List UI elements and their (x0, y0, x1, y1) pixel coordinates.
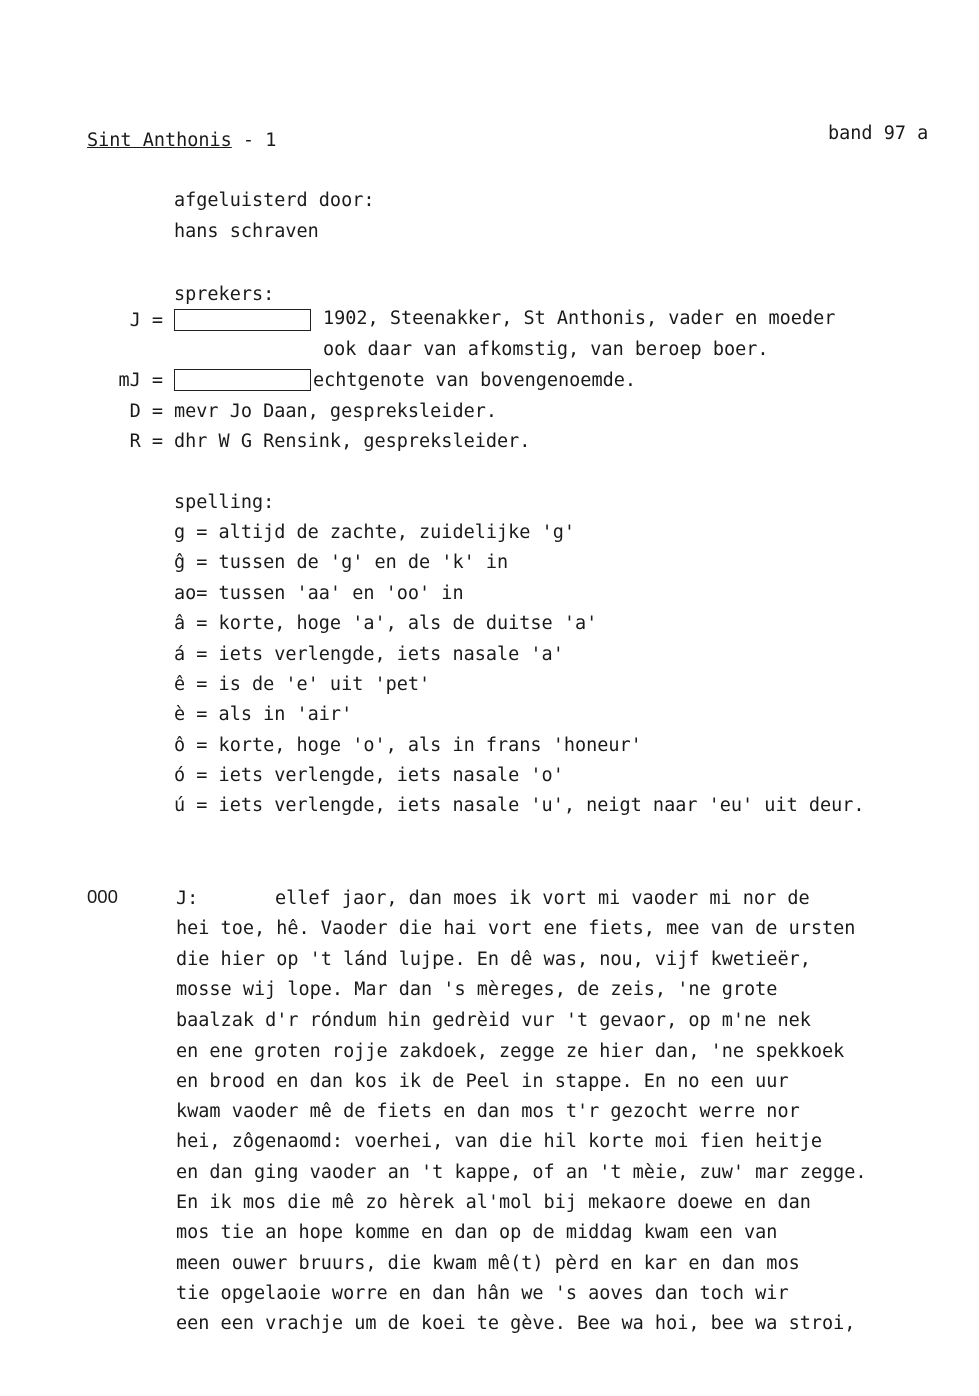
speaker-description: mevr Jo Daan, gespreksleider. (174, 401, 498, 422)
spelling-rule: ao= tussen 'aa' en 'oo' in (174, 583, 464, 604)
transcript-line: een een vrachje um de koei te gève. Bee wa hoi, bee wa stroi, (176, 1313, 856, 1334)
spelling-rule: ĝ = tussen de 'g' en de 'k' in (174, 552, 509, 573)
spelling-rule: g = altijd de zachte, zuidelijke 'g' (174, 522, 575, 543)
spelling-rule: á = iets verlengde, iets nasale 'a' (174, 644, 564, 665)
listened-by-label: afgeluisterd door: (174, 190, 375, 211)
transcript-line: kwam vaoder mê de fiets en dan mos t'r gezocht werre nor (176, 1101, 800, 1122)
transcript-line: hei toe, hê. Vaoder die hai vort ene fiets, mee van de ursten (176, 918, 856, 939)
transcript-line: tie opgelaoie worre en dan hân we 's aoves dan toch wir (176, 1283, 789, 1304)
transcript-speaker: J: (176, 888, 199, 909)
spelling-rule: ó = iets verlengde, iets nasale 'o' (174, 765, 564, 786)
speaker-description: 1902, Steenakker, St Anthonis, vader en moeder (323, 308, 836, 329)
tape-counter: 000 (87, 886, 118, 907)
transcript-line: en ene groten rojje zakdoek, zegge ze hier dan, 'ne spekkoek (176, 1041, 845, 1062)
speaker-label: R = (129, 431, 163, 452)
transcript-line: en dan ging vaoder an 't kappe, of an 't mèie, zuw' mar zegge. (176, 1162, 867, 1183)
spelling-rule: â = korte, hoge 'a', als de duitse 'a' (174, 613, 598, 634)
transcript-line: hei, zôgenaomd: voerhei, van die hil korte moi fien heitje (176, 1131, 823, 1152)
page-number: - 1 (231, 130, 277, 151)
redacted-name-box (174, 309, 311, 331)
spelling-rule: è = als in 'air' (174, 704, 353, 725)
transcript-line: die hier op 't lánd lujpe. En dê was, nou, vijf kwetieër, (176, 949, 811, 970)
transcript-line: baalzak d'r róndum hin gedrèid vur 't gevaor, op m'ne nek (176, 1010, 811, 1031)
speaker-description: ook daar van afkomstig, van beroep boer. (323, 339, 769, 360)
spelling-heading: spelling: (174, 492, 275, 513)
transcript-line: en brood en dan kos ik de Peel in stappe. En no een uur (176, 1071, 789, 1092)
speaker-label: J = (129, 310, 163, 331)
transcript-line: ellef jaor, dan moes ik vort mi vaoder mi nor de (275, 888, 810, 909)
speaker-label: mJ = (118, 370, 163, 391)
page-header-title (87, 132, 276, 151)
listener-name: hans schraven (174, 221, 319, 242)
spelling-rule: ô = korte, hoge 'o', als in frans 'honeur' (174, 735, 642, 756)
transcript-line: En ik mos die mê zo hèrek al'mol bij mekaore doewe en dan (176, 1192, 811, 1213)
speaker-description: echtgenote van bovengenoemde. (313, 370, 637, 391)
transcript-line: mos tie an hope komme en dan op de middag kwam een van (176, 1222, 778, 1243)
transcript-line: mosse wij lope. Mar dan 's mèreges, de zeis, 'ne grote (176, 979, 778, 1000)
spelling-rule: ú = iets verlengde, iets nasale 'u', neigt naar 'eu' uit deur. (174, 795, 865, 816)
speakers-heading: sprekers: (174, 284, 275, 305)
transcript-line: meen ouwer bruurs, die kwam mê(t) pèrd en kar en dan mos (176, 1253, 800, 1274)
tape-number: band 97 a (828, 123, 929, 144)
spelling-rule: ê = is de 'e' uit 'pet' (174, 674, 431, 695)
speaker-description: dhr W G Rensink, gespreksleider. (174, 431, 531, 452)
redacted-name-box (174, 369, 311, 391)
place-name: Sint Anthonis (87, 130, 232, 151)
speaker-label: D = (129, 401, 163, 422)
